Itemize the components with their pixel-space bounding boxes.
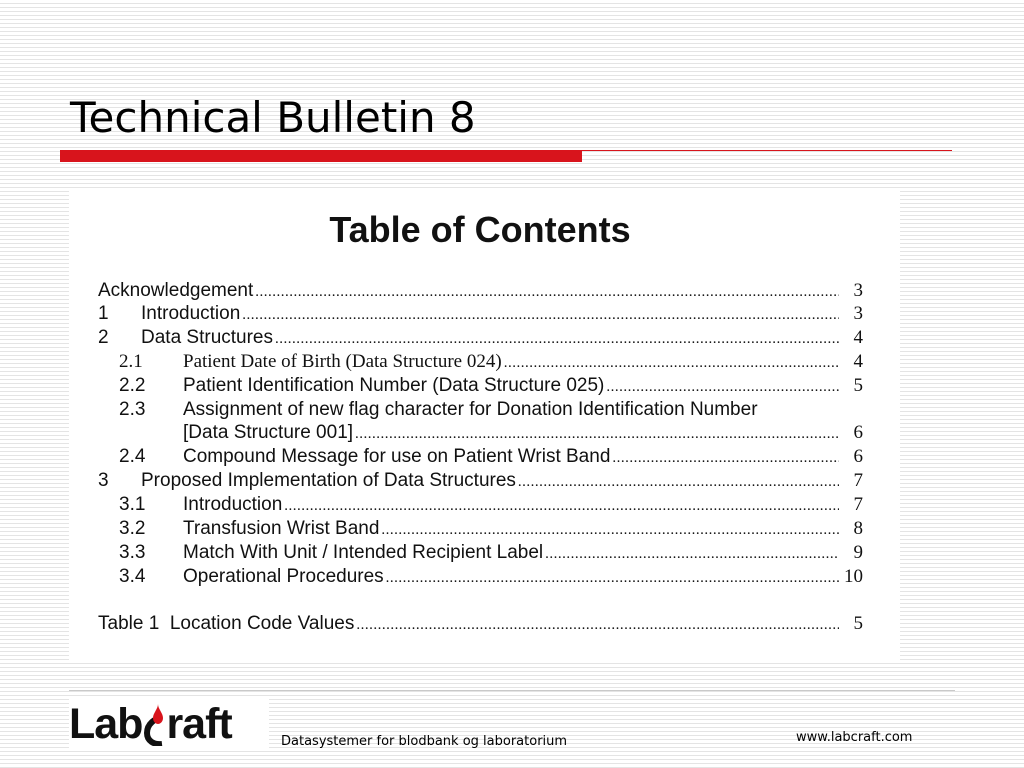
toc-leader [356, 613, 839, 637]
toc-leader [504, 351, 839, 375]
toc-entry-page: 4 [853, 327, 863, 348]
toc-entry-text: Match With Unit / Intended Recipient Label [183, 542, 544, 563]
blood-drop-c-icon [143, 702, 165, 746]
toc-leader [355, 422, 839, 446]
toc-leader [381, 518, 839, 542]
toc-leader [612, 446, 839, 470]
toc-entry-number: 2.3 [119, 399, 146, 420]
toc-entry-text: Introduction [183, 494, 283, 515]
toc-entry-page: 5 [853, 613, 863, 634]
toc-entry-text: Patient Identification Number (Data Structure 025) [183, 375, 605, 396]
toc-leader [284, 494, 839, 518]
toc-entry-number: 3.1 [119, 494, 146, 515]
toc-entry-3-4 [119, 565, 863, 589]
toc-entry-1 [98, 302, 863, 326]
toc-entry-acknowledgement [98, 279, 863, 303]
toc-entry-3-2 [119, 517, 863, 541]
toc-entry-text: Table 1 Location Code Values [98, 613, 355, 634]
toc-entry-number: 3.2 [119, 518, 146, 539]
toc-entry-2-4 [119, 445, 863, 469]
toc-table-entry [98, 612, 863, 636]
toc-leader [242, 303, 839, 327]
toc-entry-page: 3 [853, 280, 863, 301]
toc-entry-2-1 [119, 350, 863, 374]
toc-leader [275, 327, 839, 351]
toc-entry-page: 3 [853, 303, 863, 324]
footer-divider [69, 690, 955, 691]
toc-heading: Table of Contents [329, 209, 631, 250]
toc-entry-2-3-continued [119, 421, 863, 445]
toc-entry-number: 1 [98, 303, 109, 324]
toc-entry-page: 7 [853, 470, 863, 491]
toc-entry-continuation: [Data Structure 001] [183, 422, 354, 443]
toc-document-image [69, 190, 900, 660]
toc-entry-page: 8 [853, 518, 863, 539]
toc-entry-number: 3 [98, 470, 109, 491]
logo-text-part2: raft [166, 700, 232, 748]
toc-entry-number: 2.1 [119, 351, 143, 372]
toc-entry-2-2 [119, 374, 863, 398]
labcraft-logo [69, 698, 269, 750]
toc-leader [606, 375, 839, 399]
toc-entry-page: 6 [853, 446, 863, 467]
toc-entry-number: 3.4 [119, 566, 146, 587]
logo-text-part1: Lab [69, 700, 143, 748]
title-accent-bar [60, 150, 582, 162]
toc-entry-text: Operational Procedures [183, 566, 384, 587]
toc-entry-page: 6 [853, 422, 863, 443]
toc-entry-number: 2.2 [119, 375, 146, 396]
toc-entry-3 [98, 469, 863, 493]
toc-entry-page: 5 [853, 375, 863, 396]
toc-entry-page: 4 [853, 351, 863, 372]
toc-leader [386, 566, 839, 590]
toc-entry-text: Assignment of new flag character for Donation Identification Number [183, 399, 758, 420]
logo-wordmark [69, 698, 232, 750]
footer-website-link[interactable]: www.labcraft.com [796, 730, 913, 745]
footer-tagline: Datasystemer for blodbank og laboratorium [281, 734, 568, 749]
toc-entry-page: 10 [844, 566, 863, 587]
toc-entry-text: Proposed Implementation of Data Structures [141, 470, 516, 491]
toc-entry-3-3 [119, 541, 863, 565]
title-accent-line [582, 150, 952, 151]
toc-entry-number: 3.3 [119, 542, 146, 563]
toc-entry-text: Introduction [141, 303, 241, 324]
toc-leader [255, 280, 839, 304]
toc-entry-text: Patient Date of Birth (Data Structure 024) [183, 351, 502, 372]
toc-entry-2-3 [119, 398, 863, 422]
toc-entry-3-1 [119, 493, 863, 517]
toc-entry-text: Compound Message for use on Patient Wrist Band [183, 446, 611, 467]
toc-entry-text: Transfusion Wrist Band [183, 518, 380, 539]
toc-entry-2 [98, 326, 863, 350]
toc-entry-page: 7 [853, 494, 863, 515]
toc-entry-text: Acknowledgement [98, 280, 254, 301]
toc-entry-text: Data Structures [141, 327, 273, 348]
toc-entry-number: 2 [98, 327, 109, 348]
toc-entry-page: 9 [853, 542, 863, 563]
toc-entry-number: 2.4 [119, 446, 146, 467]
slide-title: Technical Bulletin 8 [70, 93, 476, 142]
toc-leader [518, 470, 839, 494]
toc-leader [545, 542, 839, 566]
